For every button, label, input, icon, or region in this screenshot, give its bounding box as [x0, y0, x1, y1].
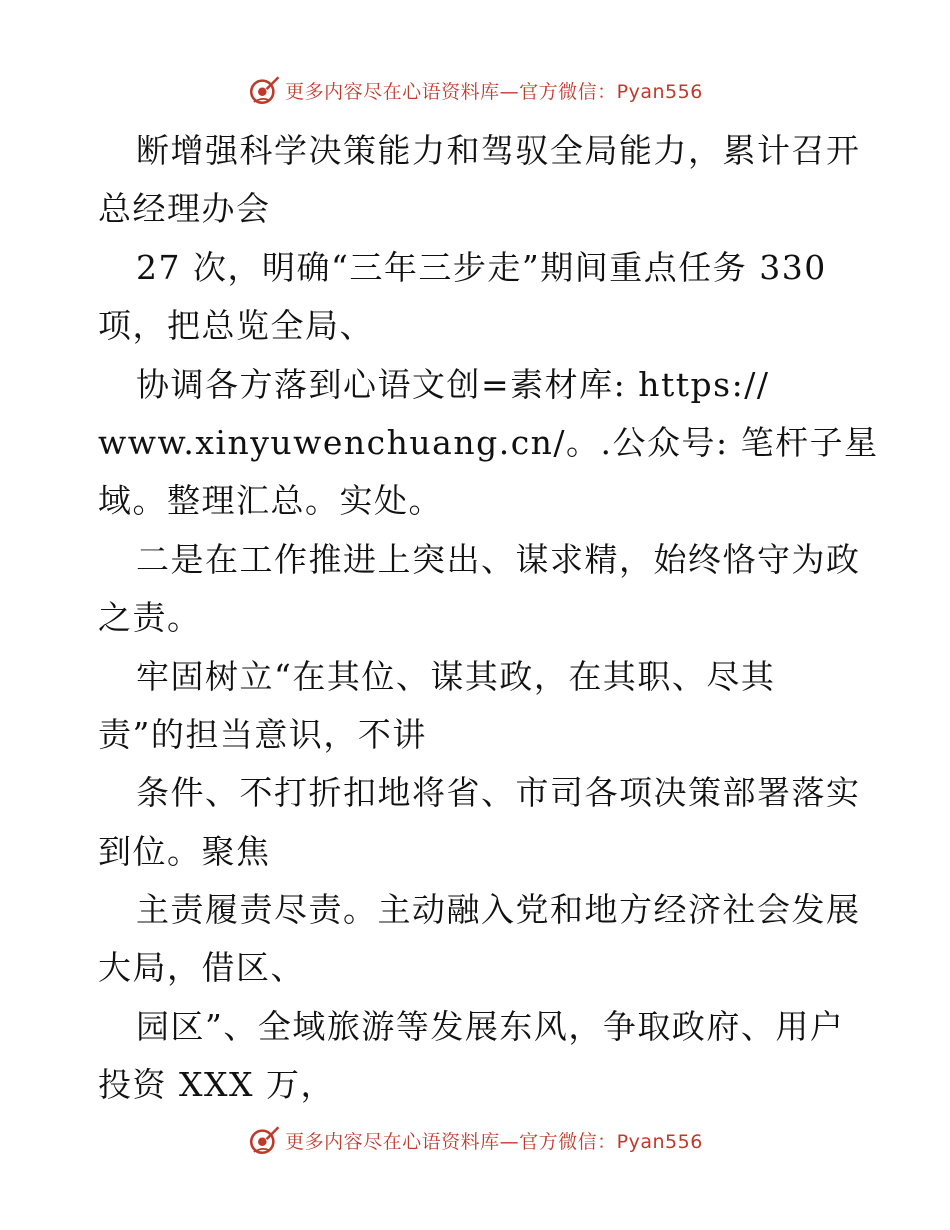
footer-banner: [0, 1120, 950, 1160]
text-line: 之责。: [98, 598, 202, 638]
text-line: 断增强科学决策能力和驾驭全局能力，累计召开: [136, 131, 861, 170]
footer-banner-text: 更多内容尽在心语资料库—官方微信：Pyan556: [285, 1130, 703, 1153]
text-line: 二是在工作推进上突出、谋求精，始终恪守为政: [136, 539, 861, 579]
text-line: 投资 XXX 万，: [98, 1065, 335, 1105]
pen-logo-icon: [247, 1123, 281, 1157]
text-line: 项，把总览全局、: [98, 306, 374, 346]
pen-logo-icon: [247, 73, 281, 107]
text-line: 牢固树立“在其位、谋其政，在其职、尽其: [136, 656, 776, 696]
text-line: www.xinyuwenchuang.cn/。.公众号: 笔杆子星: [98, 422, 879, 462]
text-line: 大局，借区、: [98, 948, 305, 988]
text-line: 条件、不打折扣地将省、市司各项决策部署落实: [136, 773, 861, 813]
text-line: 27 次，明确“三年三步走”期间重点任务 330: [136, 247, 827, 287]
text-line: 到位。聚焦: [98, 831, 271, 871]
header-banner: [0, 70, 950, 110]
text-line: 域。整理汇总。实处。: [98, 481, 443, 521]
text-line: 协调各方落到心语文创=素材库: https://: [136, 364, 770, 404]
text-line: 责”的担当意识，不讲: [98, 714, 427, 754]
text-line: 总经理办会: [98, 189, 271, 229]
header-banner-text: 更多内容尽在心语资料库—官方微信：Pyan556: [285, 80, 703, 103]
text-line: 园区”、全域旅游等发展东风，争取政府、用户: [136, 1006, 845, 1046]
document-body: [98, 122, 879, 1115]
text-line: 主责履责尽责。主动融入党和地方经济社会发展: [136, 890, 861, 930]
